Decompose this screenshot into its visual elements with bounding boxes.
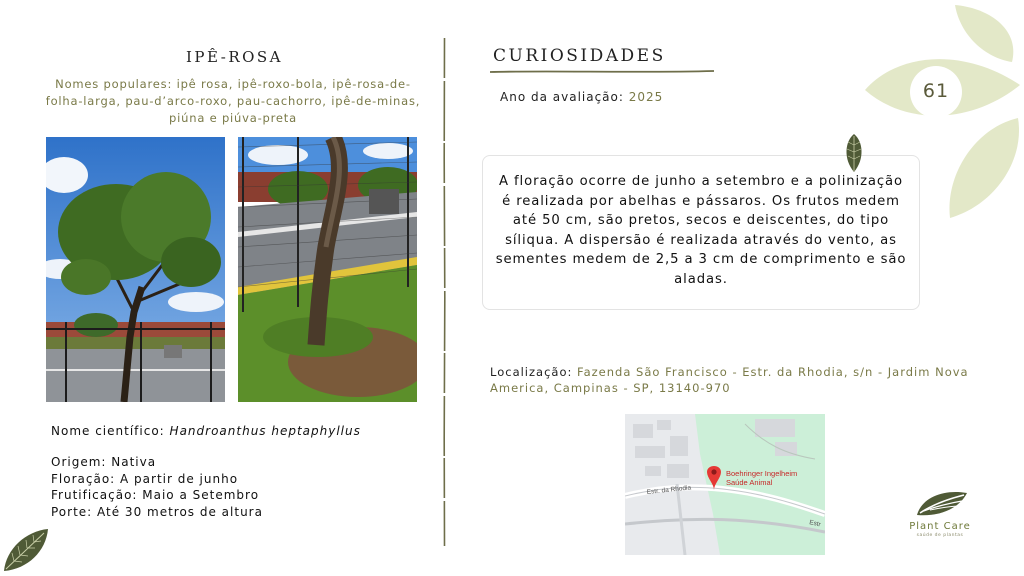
map-place-name-line2: Saúde Animal	[726, 478, 773, 487]
tree-photo-1	[46, 137, 225, 402]
plant-size: Porte: Até 30 metros de altura	[51, 504, 263, 519]
scientific-name	[51, 423, 361, 440]
page-number: 61	[910, 66, 962, 118]
scientific-name-label: Nome científico:	[51, 424, 165, 438]
map-place-name-line1: Boehringer Ingelheim	[726, 469, 798, 478]
location-map[interactable]	[625, 414, 825, 555]
curiosity-text: A floração ocorre de junho a setembro e a polinização é realizada por abelhas e pássaros. Os frutos medem até 50 cm, são pretos, secos e deiscentes, do tipo síliqua. A dispersão é realizada através do vento, as sementes medem de 2,5 a 3 cm de comprimento e são aladas.	[495, 174, 907, 287]
popular-names: Nomes populares: ipê rosa, ipê-roxo-bola, ipê-rosa-de-folha-larga, pau-d’arco-roxo, pau-cachorro, ipê-de-minas, piúna e piúva-preta	[45, 77, 421, 125]
decorative-leaf-bottom-left	[0, 525, 52, 575]
logo-tagline: saúde de plantas	[916, 533, 964, 538]
scientific-name-value: Handroanthus heptaphyllus	[169, 424, 361, 438]
plant-title: IPÊ-ROSA	[186, 48, 284, 66]
plant-care-logo-icon	[914, 487, 970, 519]
leaf-icon	[843, 133, 865, 173]
origin: Origem: Nativa	[51, 455, 157, 469]
curiosities-title: CURIOSIDADES	[493, 46, 666, 66]
plant-facts	[51, 454, 263, 520]
location-label: Localização:	[490, 365, 573, 379]
location	[490, 365, 980, 396]
evaluation-year	[500, 90, 663, 104]
flowering: Floração: A partir de junho	[51, 471, 239, 486]
evaluation-year-value: 2025	[628, 90, 664, 104]
logo-name: Plant Care	[909, 521, 971, 532]
location-value: Fazenda São Francisco - Estr. da Rhodia, s/n - Jardim Nova America, Campinas - SP, 13140-970	[490, 365, 969, 395]
column-divider	[443, 38, 446, 546]
map-road-label-2: Estr	[808, 519, 822, 529]
fruiting: Frutificação: Maio a Setembro	[51, 488, 260, 502]
tree-photo-2	[238, 137, 417, 402]
evaluation-year-label: Ano da avaliação:	[500, 90, 624, 104]
title-underline	[490, 69, 714, 75]
map-road-label: Estr. da Rhodia	[646, 484, 692, 496]
